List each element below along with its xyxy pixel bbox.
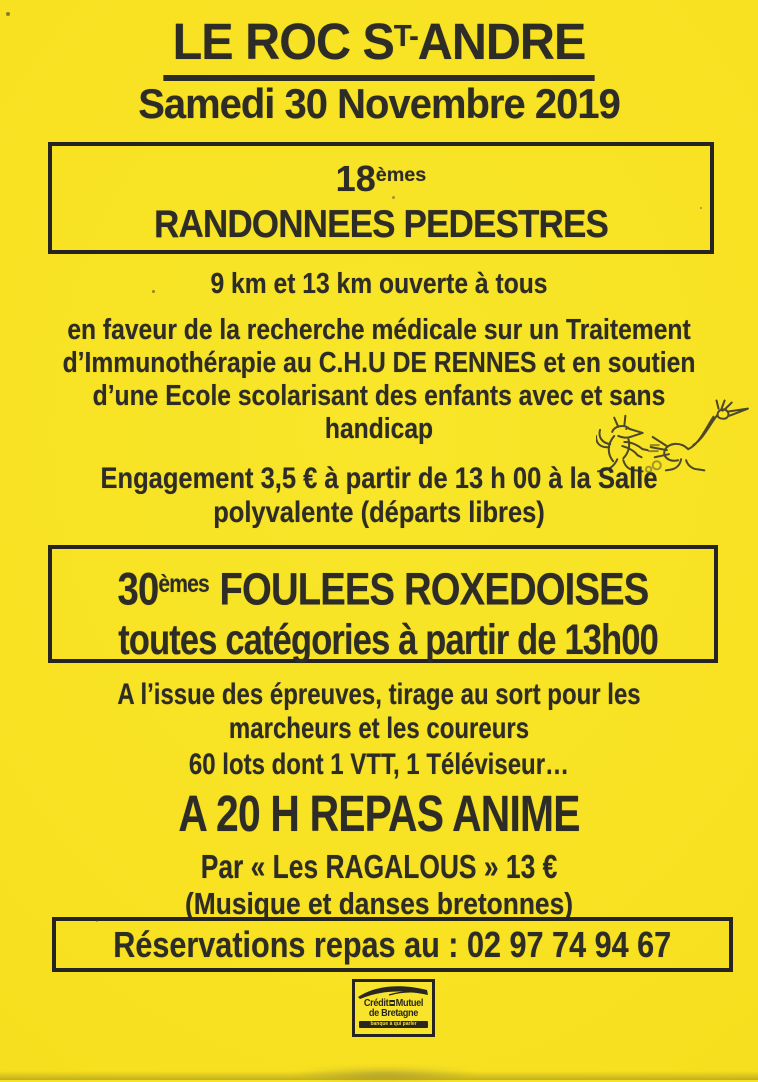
cmb-region-line: de Bretagne xyxy=(368,1008,419,1019)
scan-speck xyxy=(96,920,98,922)
repas-title: A 20 H REPAS ANIME xyxy=(178,785,580,842)
page-title xyxy=(19,6,739,81)
scan-speck xyxy=(152,290,155,293)
cause-line-4: handicap xyxy=(324,413,434,445)
title-prefix: LE ROC S xyxy=(172,12,394,70)
scan-speck xyxy=(392,196,395,199)
title-superscript: T- xyxy=(393,19,418,53)
cmb-slogan-bar: banque à qui parler xyxy=(359,1021,428,1028)
lots-line: 60 lots dont 1 VTT, 1 Téléviseur… xyxy=(188,748,570,781)
repas-band-line: Par « Les RAGALOUS » 13 € xyxy=(200,848,558,885)
credit-mutuel-de-bretagne-logo xyxy=(352,979,435,1037)
event-date: Samedi 30 Novembre 2019 xyxy=(138,80,620,127)
tombola-block xyxy=(0,678,758,746)
distances-line: 9 km et 13 km ouverte à tous xyxy=(210,268,548,300)
cmb-brand-word1: Crédit xyxy=(363,998,389,1009)
cmb-emblem-icon xyxy=(389,1000,395,1006)
title-suffix: ANDRE xyxy=(417,12,586,70)
page-title-underlined xyxy=(163,6,595,81)
foulees-ordinal-number: 30 xyxy=(117,563,159,615)
scan-speck xyxy=(700,207,702,209)
cause-line-1: en faveur de la recherche médicale sur un Traitement xyxy=(67,314,691,346)
foulees-title: FOULEES ROXEDOISES xyxy=(219,563,649,615)
scan-bottom-shadow xyxy=(0,1071,758,1080)
cause-line-3: d’une Ecole scolarisant des enfants avec et sans xyxy=(92,380,666,412)
scan-speck xyxy=(6,12,10,16)
reservation-box xyxy=(52,917,733,972)
repas-genre-line: (Musique et danses bretonnes) xyxy=(185,886,573,921)
cause-line-2: d’Immunothérapie au C.H.U DE RENNES et en soutien xyxy=(62,347,696,379)
engagement-line-2: polyvalente (départs libres) xyxy=(213,496,545,529)
foulees-subtitle: toutes catégories à partir de 13h00 xyxy=(118,616,659,665)
randonnees-title: RANDONNEES PEDESTRES xyxy=(154,202,608,246)
randonnees-ordinal-number: 18 xyxy=(335,157,376,199)
tombola-line-2: marcheurs et les coureurs xyxy=(228,712,530,745)
engagement-block xyxy=(0,462,758,530)
randonnees-ordinal xyxy=(52,153,710,201)
cmb-brand-word2: Mutuel xyxy=(395,998,424,1009)
engagement-line-1: Engagement 3,5 € à partir de 13 h 00 à la Salle xyxy=(100,462,658,495)
tombola-line-1: A l’issue des épreuves, tirage au sort pour les xyxy=(117,678,641,711)
foulees-ordinal-suffix: èmes xyxy=(158,571,209,598)
cmb-swoosh-icon xyxy=(355,982,432,999)
randonnees-box xyxy=(48,142,714,254)
reservation-label: Réservations repas au : 02 97 74 94 67 xyxy=(113,923,672,965)
foulees-box xyxy=(48,545,718,663)
foulees-title-line xyxy=(102,558,665,615)
randonnees-ordinal-suffix: èmes xyxy=(375,164,427,186)
